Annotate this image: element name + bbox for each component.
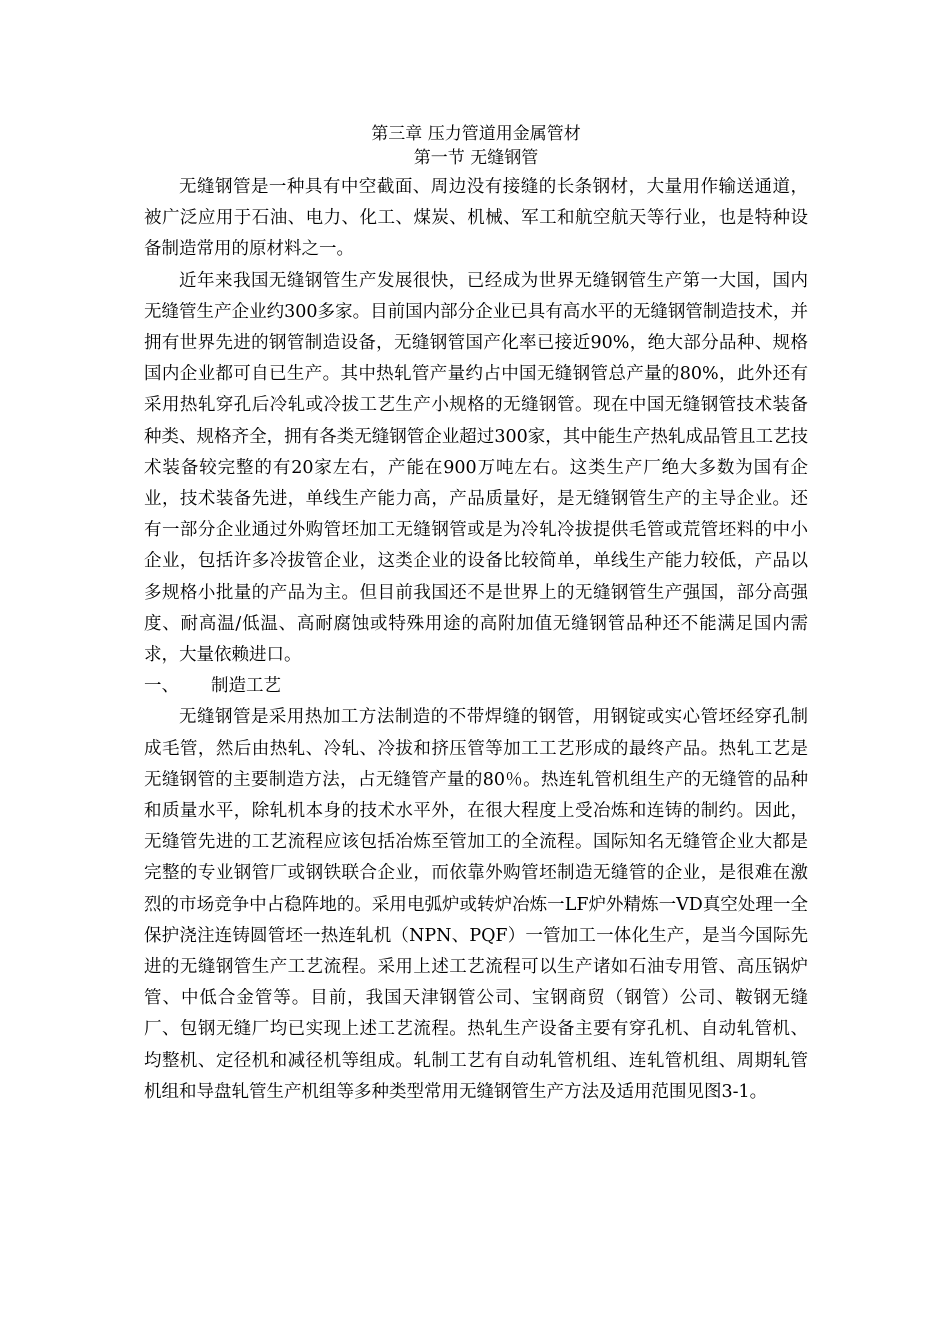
subsection-number: 一、 xyxy=(144,676,179,697)
chapter-title: 第三章 压力管道用金属管材 xyxy=(371,124,581,144)
paragraph-3: 无缝钢管是采用热加工方法制造的不带焊缝的钢管，用钢锭或实心管坯经穿孔制成毛管，然后由热轧、冷轧、冷拔和挤压管等加工工艺形成的最终产品。热轧工艺是无缝钢管的主要制造方法，占无缝管产量的80％。热连轧管机组生产的无缝管的品种和质量水平，除轧机本身的技术水平外，在很大程度上受冶炼和连铸的制约。因此，无缝管先进的工艺流程应该包括冶炼至管加工的全流程。国际知名无缝管企业大都是完整的专业钢管厂或钢铁联合企业，而依靠外购管坯制造无缝管的企业，是很难在激烈的市场竞争中占稳阵地的。采用电弧炉或转炉冶炼一LF炉外精炼一VD真空处理一全保护浇注连铸圆管坯一热连轧机（NPN、PQF）一管加工一体化生产，是当今国际先进的无缝钢管生产工艺流程。采用上述工艺流程可以生产诸如石油专用管、高压锅炉管、中低合金管等。目前，我国天津钢管公司、宝钢商贸（钢管）公司、鞍钢无缝厂、包钢无缝厂均已实现上述工艺流程。热轧生产设备主要有穿孔机、自动轧管机、均整机、定径机和减径机等组成。轧制工艺有自动轧管机组、连轧管机组、周期轧管机组和导盘轧管生产机组等多种类型常用无缝钢管生产方法及适用范围见图3-1。 xyxy=(144,707,808,1102)
subsection-heading xyxy=(144,671,808,702)
paragraph-1: 无缝钢管是一种具有中空截面、周边没有接缝的长条钢材，大量用作输送通道，被广泛应用于石油、电力、化工、煤炭、机械、军工和航空航天等行业，也是特种设备制造常用的原材料之一。 xyxy=(144,177,808,260)
section-title: 第一节 无缝钢管 xyxy=(413,148,539,168)
document-page xyxy=(144,122,808,1108)
paragraph-2: 近年来我国无缝钢管生产发展很快，已经成为世界无缝钢管生产第一大国，国内无缝管生产企业约300多家。目前国内部分企业已具有高水平的无缝钢管制造技术，并拥有世界先进的钢管制造设备，无缝钢管国产化率已接近90%，绝大部分品种、规格国内企业都可自已生产。其中热轧管产量约占中国无缝钢管总产量的80%，此外还有采用热轧穿孔后冷轧或冷拔工艺生产小规格的无缝钢管。现在中国无缝钢管技术装备种类、规格齐全，拥有各类无缝钢管企业超过300家，其中能生产热轧成品管且工艺技术装备较完整的有20家左右，产能在900万吨左右。这类生产厂绝大多数为国有企业，技术装备先进，单线生产能力高，产品质量好，是无缝钢管生产的主导企业。还有一部分企业通过外购管坯加工无缝钢管或是为冷轧冷拔提供毛管或荒管坯料的中小企业，包括许多冷拔管企业，这类企业的设备比较简单，单线生产能力较低，产品以多规格小批量的产品为主。但目前我国还不是世界上的无缝钢管生产强国，部分高强度、耐高温/低温、高耐腐蚀或特殊用途的高附加值无缝钢管品种还不能满足国内需求，大量依赖进口。 xyxy=(144,270,808,666)
subsection-title: 制造工艺 xyxy=(211,676,281,697)
